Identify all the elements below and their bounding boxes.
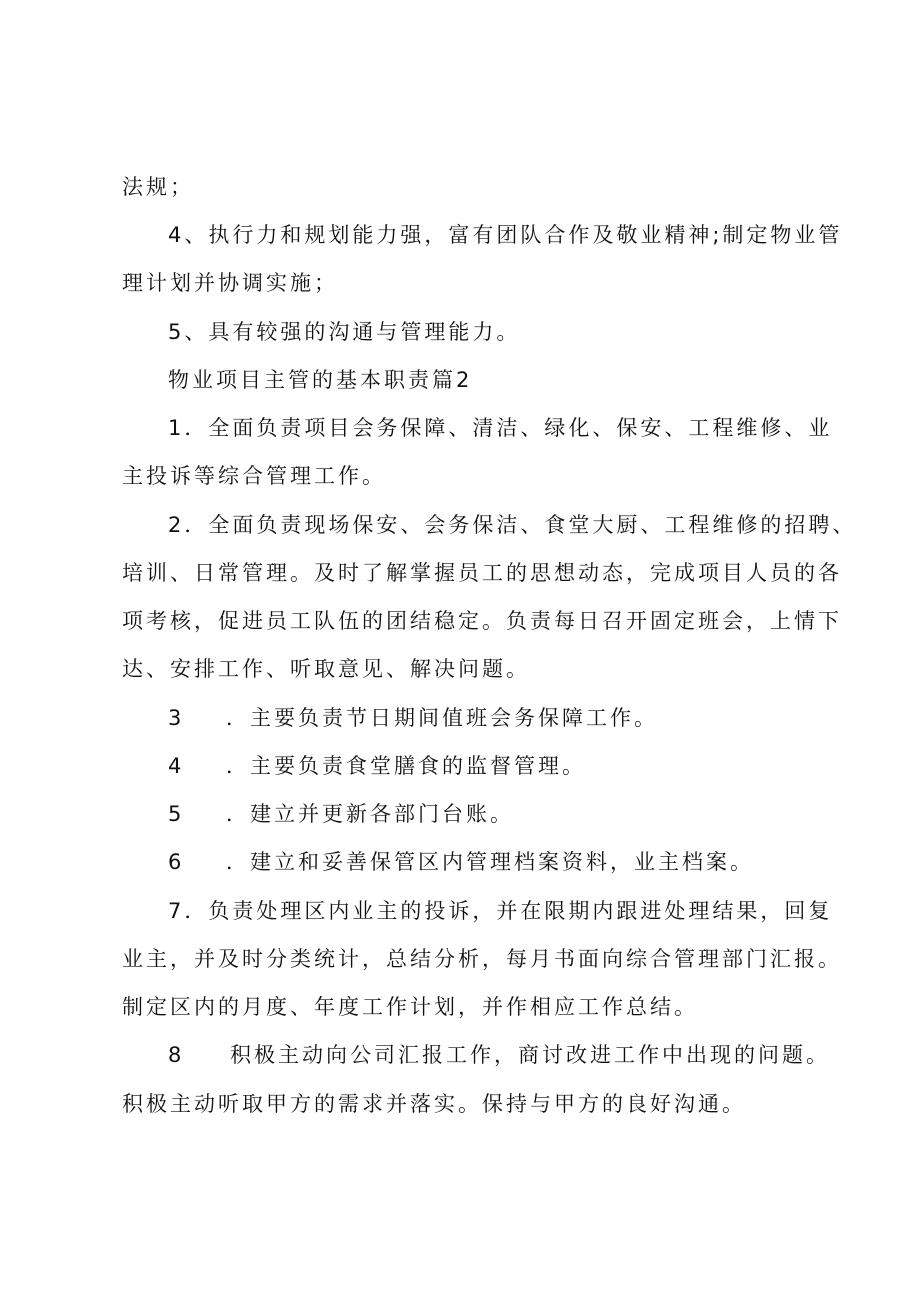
text-line: 1．全面负责项目会务保障、清洁、绿化、保安、工程维修、业 (168, 416, 833, 440)
text-line: 制定区内的月度、年度工作计划，并作相应工作总结。 (122, 995, 698, 1019)
text-line: 培训、日常管理。及时了解掌握员工的思想动态，完成项目人员的各 (122, 561, 842, 585)
section-heading: 物业项目主管的基本职责篇2 (168, 368, 473, 392)
item-number: 5 (168, 802, 185, 826)
item-text: ．建立和妥善保管区内管理档案资料，业主档案。 (226, 850, 754, 874)
item-text: ．主要负责节日期间值班会务保障工作。 (226, 706, 658, 730)
text-line: 主投诉等综合管理工作。 (122, 464, 386, 488)
numbered-item (168, 703, 868, 733)
text-line: 业主，并及时分类统计，总结分析，每月书面向综合管理部门汇报。 (122, 947, 842, 971)
item-number: 4 (168, 754, 185, 778)
item-number: 3 (168, 706, 185, 730)
numbered-item (168, 847, 868, 877)
text-line: 7．负责处理区内业主的投诉，并在限期内跟进处理结果，回复 (168, 899, 833, 923)
item-number: 6 (168, 850, 185, 874)
item-text: ．建立并更新各部门台账。 (226, 802, 514, 826)
text-line: 法规； (122, 175, 194, 199)
numbered-item (168, 1040, 868, 1070)
text-line: 项考核，促进员工队伍的团结稳定。负责每日召开固定班会，上情下 (122, 609, 842, 633)
text-line: 积极主动听取甲方的需求并落实。保持与甲方的良好沟通。 (122, 1092, 746, 1116)
item-text: ．主要负责食堂膳食的监督管理。 (226, 754, 586, 778)
text-line: 理计划并协调实施； (122, 271, 338, 295)
item-text: 积极主动向公司汇报工作，商讨改进工作中出现的问题。 (230, 1043, 830, 1067)
text-line: 达、安排工作、听取意见、解决问题。 (122, 657, 530, 681)
text-line: 4、执行力和规划能力强，富有团队合作及敬业精神;制定物业管 (168, 223, 843, 247)
text-line: 5、具有较强的沟通与管理能力。 (168, 320, 521, 344)
item-number: 8 (168, 1043, 185, 1067)
numbered-item (168, 751, 868, 781)
text-line: 2．全面负责现场保安、会务保洁、食堂大厨、工程维修的招聘、 (168, 513, 857, 537)
numbered-item (168, 799, 868, 829)
